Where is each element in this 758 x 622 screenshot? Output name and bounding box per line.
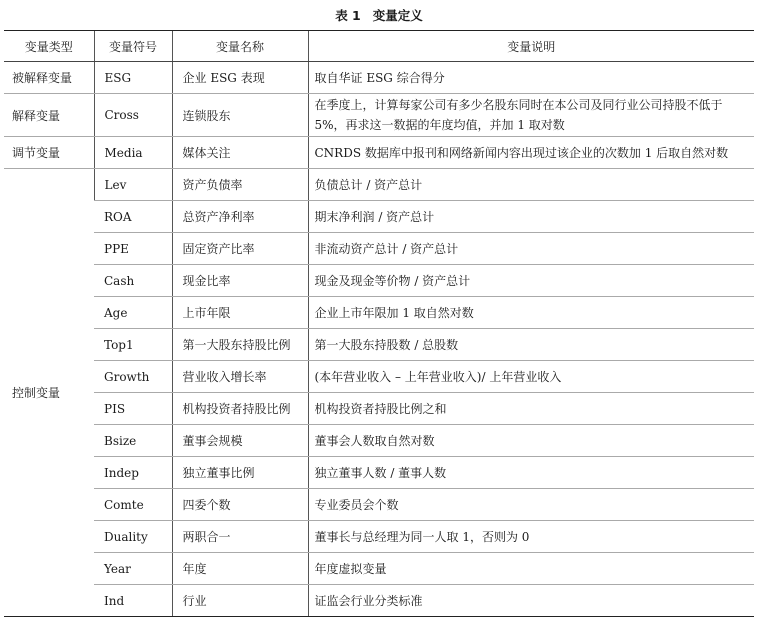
table-row [4,521,754,553]
column-header-description: 变量说明 [308,31,754,62]
cell-variable-symbol: PPE [94,233,172,265]
cell-variable-name: 营业收入增长率 [172,361,308,393]
table-row [4,361,754,393]
table-number: 表 1 [335,8,361,23]
cell-variable-name: 机构投资者持股比例 [172,393,308,425]
table-header-row [4,31,754,62]
cell-variable-name: 总资产净利率 [172,201,308,233]
table-row [4,457,754,489]
table-caption [0,6,758,24]
cell-variable-description: 机构投资者持股比例之和 [308,393,754,425]
cell-variable-name: 两职合一 [172,521,308,553]
cell-variable-symbol: Cash [94,265,172,297]
cell-control-variable-type: 控制变量 [4,169,94,617]
cell-variable-name: 资产负债率 [172,169,308,201]
cell-variable-description: 期末净利润 / 资产总计 [308,201,754,233]
table-row [4,553,754,585]
table-row [4,297,754,329]
cell-variable-name: 董事会规模 [172,425,308,457]
cell-variable-symbol: Cross [94,94,172,137]
cell-variable-description: 企业上市年限加 1 取自然对数 [308,297,754,329]
cell-variable-name: 现金比率 [172,265,308,297]
cell-variable-description: 在季度上，计算每家公司有多少名股东同时在本公司及同行业公司持股不低于5%，再求这一数据的年度均值，并加 1 取对数 [308,94,754,137]
cell-variable-description: 独立董事人数 / 董事人数 [308,457,754,489]
cell-variable-symbol: Year [94,553,172,585]
cell-variable-name: 媒体关注 [172,137,308,169]
table-row [4,233,754,265]
cell-variable-description: 第一大股东持股数 / 总股数 [308,329,754,361]
cell-variable-description: 证监会行业分类标准 [308,585,754,617]
cell-variable-name: 固定资产比率 [172,233,308,265]
cell-variable-name: 独立董事比例 [172,457,308,489]
cell-variable-symbol: Age [94,297,172,329]
cell-variable-symbol: Duality [94,521,172,553]
column-header-name: 变量名称 [172,31,308,62]
cell-variable-name: 上市年限 [172,297,308,329]
cell-variable-name: 行业 [172,585,308,617]
cell-variable-description: 董事长与总经理为同一人取 1，否则为 0 [308,521,754,553]
cell-variable-symbol: Growth [94,361,172,393]
cell-variable-symbol: ROA [94,201,172,233]
table-row [4,489,754,521]
cell-variable-name: 连锁股东 [172,94,308,137]
cell-variable-symbol: Media [94,137,172,169]
cell-variable-description: CNRDS 数据库中报刊和网络新闻内容出现过该企业的次数加 1 后取自然对数 [308,137,754,169]
cell-variable-symbol: Lev [94,169,172,201]
cell-variable-description: 取自华证 ESG 综合得分 [308,62,754,94]
table-title: 变量定义 [372,8,423,23]
cell-variable-description: 非流动资产总计 / 资产总计 [308,233,754,265]
cell-variable-type: 解释变量 [4,94,94,137]
cell-variable-symbol: Top1 [94,329,172,361]
cell-variable-symbol: Indep [94,457,172,489]
table-row [4,201,754,233]
cell-variable-type: 被解释变量 [4,62,94,94]
table-row [4,585,754,617]
cell-variable-description: 年度虚拟变量 [308,553,754,585]
cell-variable-description: 专业委员会个数 [308,489,754,521]
cell-variable-description: 负债总计 / 资产总计 [308,169,754,201]
table-row [4,137,754,169]
cell-variable-symbol: Bsize [94,425,172,457]
cell-variable-symbol: PIS [94,393,172,425]
column-header-symbol: 变量符号 [94,31,172,62]
table-row [4,425,754,457]
table-row [4,329,754,361]
cell-variable-description: 现金及现金等价物 / 资产总计 [308,265,754,297]
cell-variable-symbol: ESG [94,62,172,94]
column-header-type: 变量类型 [4,31,94,62]
cell-variable-name: 年度 [172,553,308,585]
cell-variable-description: (本年营业收入 – 上年营业收入)/ 上年营业收入 [308,361,754,393]
table-row [4,169,754,201]
table-row [4,62,754,94]
table-row [4,393,754,425]
cell-variable-symbol: Ind [94,585,172,617]
cell-variable-symbol: Comte [94,489,172,521]
cell-variable-name: 四委个数 [172,489,308,521]
table-row [4,94,754,137]
cell-variable-type: 调节变量 [4,137,94,169]
table-row [4,265,754,297]
cell-variable-name: 企业 ESG 表现 [172,62,308,94]
variable-definition-table [4,30,754,617]
cell-variable-description: 董事会人数取自然对数 [308,425,754,457]
cell-variable-name: 第一大股东持股比例 [172,329,308,361]
